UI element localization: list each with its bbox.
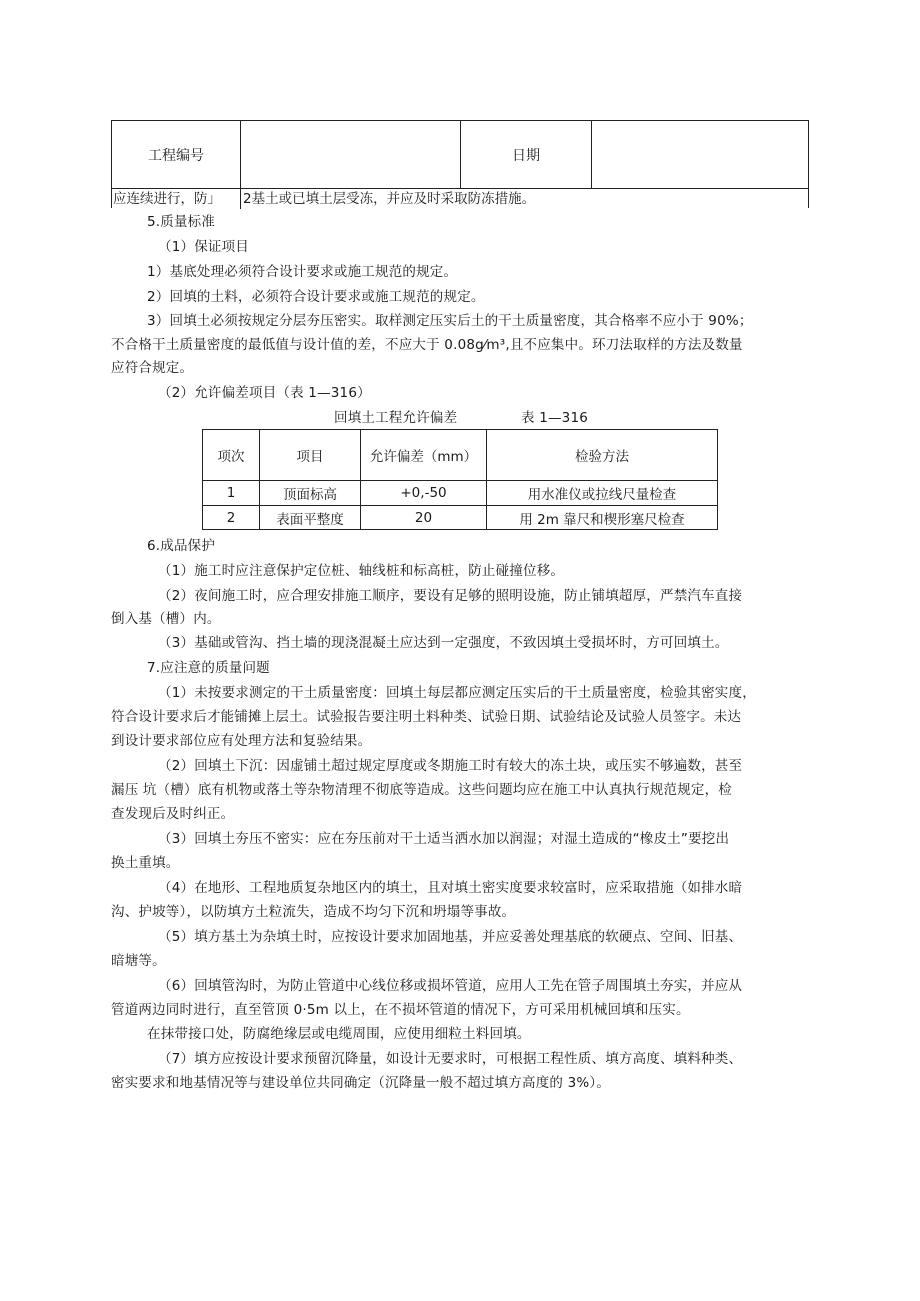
- section5-item2: 2）回填的土料，必须符合设计要求或施工规范的规定。: [147, 289, 485, 305]
- section7-p7-line2: 密实要求和地基情况等与建设单位共同确定（沉降量一般不超过填方高度的 3%）。: [111, 1075, 611, 1091]
- section7-p2-line2: 漏压 坑（槽）底有机物或落土等杂物清理不彻底等造成。这些问题均应在施工中认真执行规范规定，检: [111, 782, 732, 798]
- date-value: [592, 121, 808, 188]
- table-cell: 表面平整度: [276, 512, 344, 528]
- section6-heading: 6.成品保护: [147, 538, 216, 554]
- section7-p1-line2: 符合设计要求后才能铺摊上层土。试验报告要注明土料种类、试验日期、试验结论及试验人员签字。未达: [111, 709, 742, 725]
- section5-sub1: （1）保证项目: [158, 239, 249, 255]
- section7-p5-line1: （5）填方基土为杂填土时，应按设计要求加固地基，并应妥善处理基底的软硬点、空间、旧基、: [158, 929, 743, 945]
- table-cell: +0,-50: [400, 485, 447, 501]
- table-header-cell: 检验方法: [575, 449, 629, 465]
- header-fragment-right: 2基土或已填土层受冻，并应及时采取防冻措施。: [243, 191, 536, 207]
- section7-heading: 7.应注意的质量问题: [147, 660, 270, 676]
- section6-p3: （3）基础或管沟、挡土墙的现浇混凝土应达到一定强度，不致因填土受损坏时，方可回填土。: [158, 635, 729, 651]
- table-header-cell: 项次: [217, 449, 245, 465]
- table-cell: 顶面标高: [283, 487, 337, 503]
- date-label: 日期: [461, 121, 592, 188]
- table-cell: 用水准仪或拉线尺量检查: [527, 487, 677, 503]
- table-header-cell: 项目: [296, 449, 324, 465]
- section5-item3-line1: 3）回填土必须按规定分层夯压密实。取样测定压实后土的干土质量密度，其合格率不应小于 90%；: [147, 313, 753, 329]
- table-header-cell: 允许偏差（mm）: [369, 449, 478, 465]
- table-cell: 用 2m 靠尺和楔形塞尺检查: [519, 512, 685, 528]
- header-table: [111, 120, 809, 208]
- project-number-label: 工程编号: [112, 121, 241, 188]
- section7-p3-line2: 换土重填。: [111, 855, 180, 871]
- section7-p4-line2: 沟、护坡等），以防填方土粒流失，造成不均匀下沉和坍塌等事故。: [111, 904, 516, 920]
- table-cell: 20: [414, 510, 433, 526]
- section7-p1-line3: 到设计要求部位应有处理方法和复验结果。: [111, 733, 372, 749]
- section6-p1: （1）施工时应注意保护定位桩、轴线桩和标高桩，防止碰撞位移。: [158, 563, 565, 579]
- section7-p6-line3: 在抹带接口处，防腐绝缘层或电缆周围，应使用细粒土料回填。: [147, 1026, 531, 1042]
- section7-p7-line1: （7）填方应按设计要求预留沉降量，如设计无要求时，可根据工程性质、填方高度、填料种类、: [158, 1051, 743, 1067]
- section7-p4-line1: （4）在地形、工程地质复杂地区内的填土，且对填土密实度要求较富时，应采取措施（如排水暗: [158, 880, 743, 896]
- section5-item3-line2: 不合格干土质量密度的最低值与设计值的差，不应大于 0.08g⁄m³,且不应集中。环刀法取样的方法及数量: [111, 337, 743, 353]
- section7-p2-line1: （2）回填土下沉：因虚铺土超过规定厚度或冬期施工时有较大的冻土块，或压实不够遍数，甚至: [158, 758, 743, 774]
- section5-heading: 5.质量标准: [147, 214, 216, 230]
- table-number: 表 1—316: [521, 410, 589, 426]
- section7-p1-line1: （1）未按要求测定的干土质量密度：回填土每层都应测定压实后的干土质量密度，检验其密实度，: [158, 685, 756, 701]
- section7-p6-line2: 管道两边同时进行，直至管顶 0·5m 以上，在不损坏管道的情况下，方可采用机械回填和压实。: [111, 1002, 690, 1018]
- section7-p6-line1: （6）回填管沟时，为防止管道中心线位移或损坏管道，应用人工先在管子周围填土夯实，并应从: [158, 978, 743, 994]
- section5-item3-line3: 应符合规定。: [111, 360, 194, 376]
- section6-p2-line2: 倒入基（槽）内。: [111, 611, 221, 627]
- header-fragment-left: 应连续进行，防」: [112, 189, 241, 209]
- section5-sub2: （2）允许偏差项目（表 1—316）: [158, 385, 371, 401]
- section5-item1: 1）基底处理必须符合设计要求或施工规范的规定。: [147, 264, 458, 280]
- section7-p3-line1: （3）回填土夯压不密实：应在夯压前对干土适当洒水加以润湿；对湿土造成的“橡皮土”要挖出: [158, 831, 730, 847]
- table-cell: 1: [226, 485, 236, 501]
- section7-p5-line2: 暗塘等。: [111, 953, 166, 969]
- deviation-table: [202, 429, 718, 530]
- table-cell: 2: [226, 510, 236, 526]
- section6-p2-line1: （2）夜间施工时，应合理安排施工顺序，要设有足够的照明设施，防止铺填超厚，严禁汽车直接: [158, 588, 743, 604]
- section7-p2-line3: 查发现后及时纠正。: [111, 806, 235, 822]
- project-number-value: [241, 121, 461, 188]
- table-caption: 回填土工程允许偏差: [334, 410, 458, 426]
